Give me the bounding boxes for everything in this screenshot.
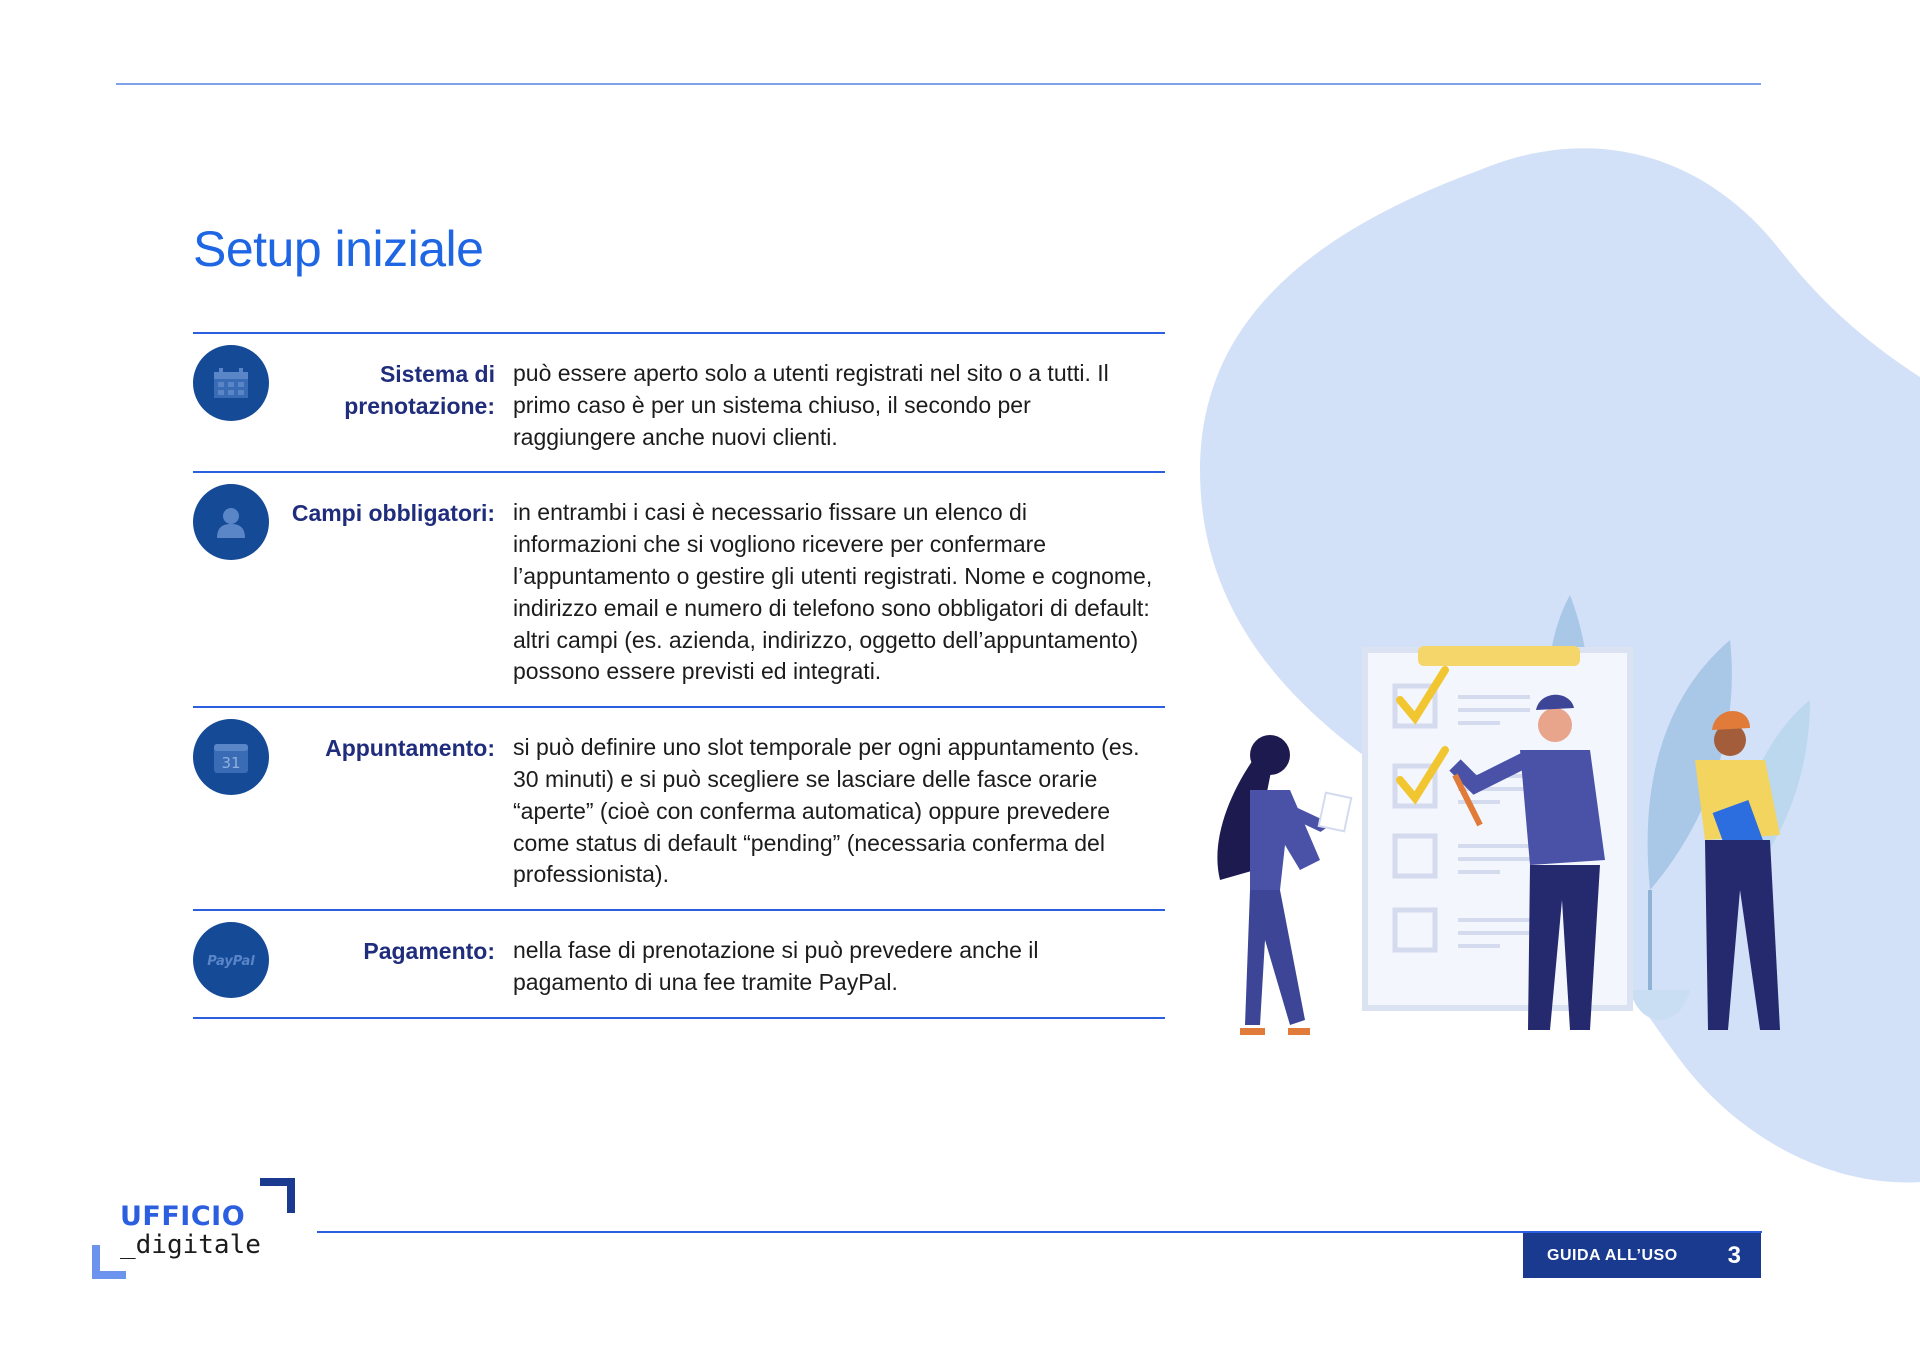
row-description: può essere aperto solo a utenti registrati nel sito o a tutti. Il primo caso è per un sistema chiuso, il secondo per raggiungere anche nuovi clienti. — [513, 360, 1109, 450]
section-label: GUIDA ALL’USO — [1547, 1246, 1678, 1264]
page-title: Setup iniziale — [193, 221, 484, 277]
row-description: nella fase di prenotazione si può prevedere anche il pagamento di una fee tramite PayPal. — [513, 937, 1039, 995]
row-label: Appuntamento: — [325, 735, 495, 762]
logo-line-1: UFFICIO — [120, 1201, 246, 1232]
logo-corner-top-right — [260, 1178, 295, 1213]
calendar-day-icon — [193, 719, 269, 795]
top-rule — [116, 83, 1761, 85]
setup-table — [193, 332, 1165, 1019]
page-number: 3 — [1727, 1241, 1741, 1269]
table-row — [193, 909, 1165, 1019]
row-label: Pagamento: — [363, 938, 495, 965]
row-label: Campi obbligatori: — [291, 500, 495, 527]
row-description: in entrambi i casi è necessario fissare un elenco di informazioni che si vogliono ricevere per confermare l’appuntamento o gestire gli utenti registrati. Nome e cognome, indirizzo email e numero di telefono sono obbligatori di default: altri campi (es. azienda, indirizzo, oggetto dell’appuntamento) possono essere previsti ed integrati. — [513, 499, 1153, 685]
ufficio-digitale-logo — [92, 1177, 297, 1281]
calendar-icon — [193, 345, 269, 421]
paypal-wordmark: PayPal — [207, 954, 255, 970]
table-row — [193, 332, 1165, 471]
footer-tab — [1523, 1233, 1761, 1278]
row-description: si può definire uno slot temporale per ogni appuntamento (es. 30 minuti) e si può scegliere se lasciare delle fasce orarie “aperte” (cioè con conferma automatica) oppure prevedere come status di default “pending” (necessaria conferma del professionista). — [513, 734, 1140, 888]
table-row — [193, 706, 1165, 909]
calendar-day-number: 31 — [221, 754, 241, 773]
paypal-icon — [193, 922, 269, 998]
logo-line-2: _digitale — [120, 1230, 261, 1260]
user-icon — [193, 484, 269, 560]
row-label: Sistema di prenotazione: — [344, 361, 495, 419]
table-row — [193, 471, 1165, 706]
checklist-illustration — [1210, 560, 1830, 1050]
